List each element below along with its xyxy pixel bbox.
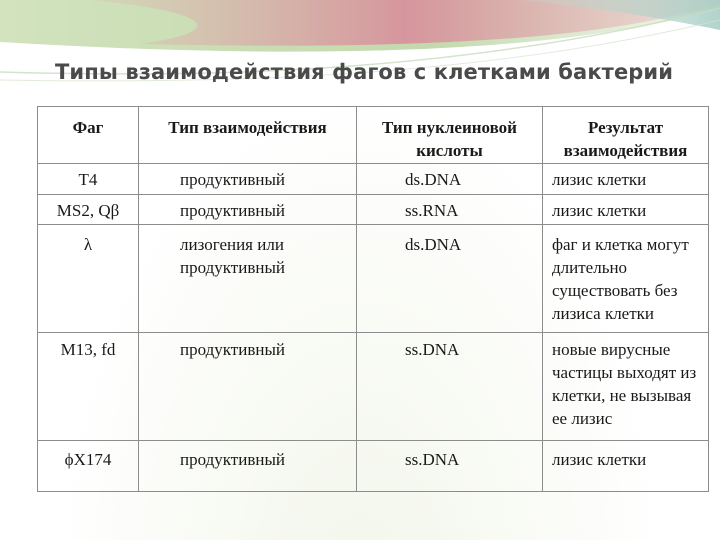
cell-phage: ϕX174 [38, 441, 139, 492]
cell-interaction [139, 333, 357, 441]
cell-result: новые вирусные частицы выходят из клетки, не вызывая ее лизис [543, 333, 709, 441]
cell-phage: λ [38, 225, 139, 333]
phage-interaction-table [37, 106, 709, 492]
cell-interaction-text: продуктивный [180, 450, 285, 469]
header-nucleic-acid-type: Тип нуклеиновой кислоты [357, 107, 543, 164]
table-row [38, 195, 709, 225]
table-row [38, 441, 709, 492]
table-row [38, 333, 709, 441]
cell-nucleic: ds.DNA [357, 225, 543, 333]
cell-interaction [139, 195, 357, 225]
cell-interaction-text: продуктивный [180, 340, 285, 359]
cell-interaction [139, 441, 357, 492]
cell-interaction-text: продуктивный [180, 170, 285, 189]
header-phage: Фаг [38, 107, 139, 164]
cell-interaction-text: лизогения или продуктивный [180, 235, 285, 277]
table-header-row [38, 107, 709, 164]
table-row [38, 225, 709, 333]
cell-nucleic: ss.RNA [357, 195, 543, 225]
cell-result: фаг и клетка могут длительно существовать без лизиса клетки [543, 225, 709, 333]
header-result: Результат взаимодействия [543, 107, 709, 164]
slide-title: Типы взаимодействия фагов с клетками бактерий [55, 60, 674, 84]
cell-nucleic: ds.DNA [357, 164, 543, 195]
cell-phage: MS2, Qβ [38, 195, 139, 225]
cell-result: лизис клетки [543, 164, 709, 195]
cell-interaction [139, 225, 357, 333]
cell-phage: T4 [38, 164, 139, 195]
header-interaction-type: Тип взаимодействия [139, 107, 357, 164]
cell-interaction [139, 164, 357, 195]
table-row [38, 164, 709, 195]
cell-result: лизис клетки [543, 195, 709, 225]
cell-phage: M13, fd [38, 333, 139, 441]
cell-nucleic: ss.DNA [357, 333, 543, 441]
cell-nucleic: ss.DNA [357, 441, 543, 492]
cell-result: лизис клетки [543, 441, 709, 492]
cell-interaction-text: продуктивный [180, 201, 285, 220]
